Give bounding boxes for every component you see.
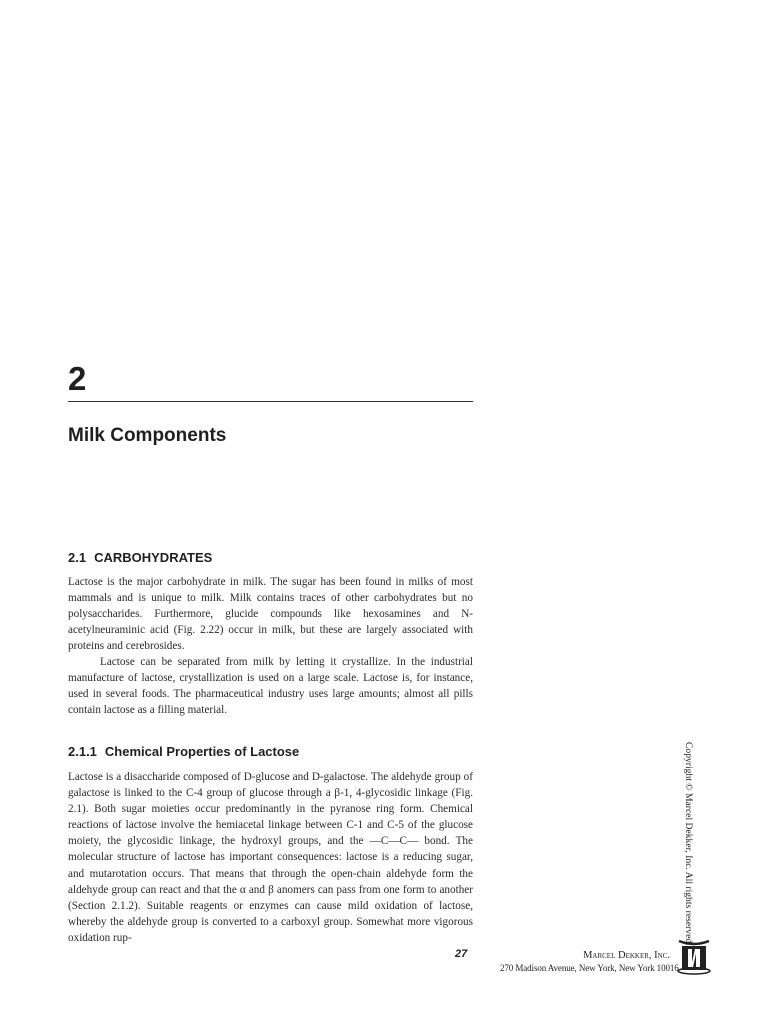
- subsection-title: Chemical Properties of Lactose: [104, 744, 300, 759]
- chapter-number: 2: [68, 360, 87, 397]
- chapter-title: Milk Components: [68, 425, 227, 446]
- copyright-notice: Copyright © Marcel Dekker, Inc. All rights reserved.: [683, 742, 694, 946]
- section-number: 2.1: [68, 550, 87, 565]
- section-heading-carbohydrates: [68, 549, 212, 567]
- page-number: 27: [455, 948, 468, 960]
- chapter-rule: [68, 401, 473, 402]
- subsection-number: 2.1.1: [68, 744, 97, 759]
- publisher-address: 270 Madison Avenue, New York, New York 10016: [500, 963, 679, 973]
- publisher-name: Marcel Dekker, Inc.: [583, 950, 670, 961]
- section-heading-chemical-properties: [68, 743, 299, 761]
- marcel-dekker-logo-icon: [675, 937, 713, 975]
- publisher-imprint: [500, 949, 679, 975]
- body-paragraph: Lactose can be separated from milk by letting it crystallize. In the industrial manufacture of lactose, crystallization is used on a large scale. Lactose is, for instance, used in several foods. The pharmaceutical industry uses large amounts; almost all pills contain lactose as a filling material.: [68, 656, 473, 717]
- body-paragraph: Lactose is a disaccharide composed of D-glucose and D-galactose. The aldehyde group of galactose is linked to the C-4 group of glucose through a β-1, 4-glycosidic linkage (Fig. 2.1). Both sugar moieties occur predominantly in the pyranose ring form. Chemical reactions of lactose involve the hemiacetal linkage between C-1 and C-5 of the glucose moiety, the glycosidic linkage, the hydroxyl groups, and the —C—C— bond. The molecular structure of lactose has important consequences: lactose is a reducing sugar, and mutarotation occurs. That means that through the open-chain aldehyde form the aldehyde group can react and that the α and β anomers can pass from one form to another (Section 2.1.2). Suitable reagents or enzymes can cause mild oxidation of lactose, whereby the aldehyde group is converted to a carboxyl group. Somewhat more vigorous oxidation rup-: [68, 771, 473, 944]
- section-title: CARBOHYDRATES: [94, 550, 213, 565]
- body-paragraph: Lactose is the major carbohydrate in milk. The sugar has been found in milks of most mammals and is unique to milk. Milk contains traces of other carbohydrates but no polysaccharides. Furthermore, glucide compounds like hexosamines and N-acetylneuraminic acid (Fig. 2.22) occur in milk, but these are largely associated with proteins and cerebrosides.: [68, 576, 473, 653]
